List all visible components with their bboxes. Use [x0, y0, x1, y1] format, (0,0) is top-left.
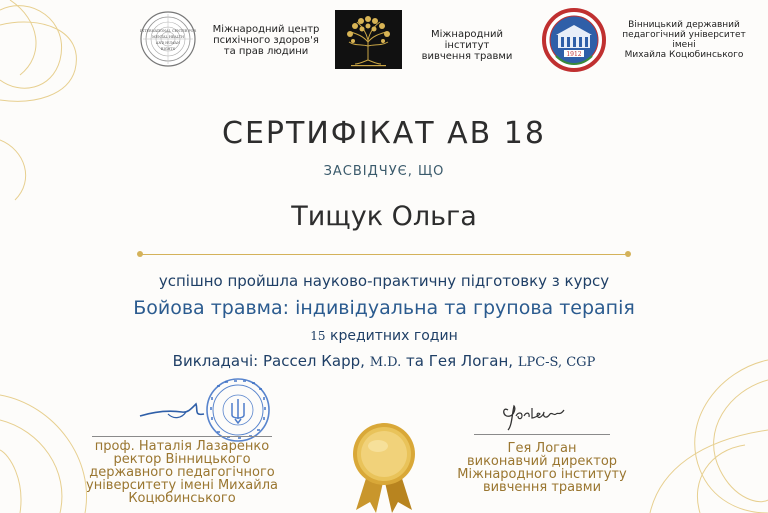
hours-label: кредитних годин: [330, 328, 458, 344]
divider-dot-right: [625, 251, 631, 257]
svg-text:RIGHTS: RIGHTS: [160, 47, 176, 51]
svg-text:MENTAL HEALTH: MENTAL HEALTH: [152, 35, 184, 39]
mental-health-center-seal-icon: [139, 10, 197, 68]
right-signature-line: [474, 434, 610, 435]
university-year: 1912: [566, 51, 582, 58]
svg-text:AND HUMAN: AND HUMAN: [156, 41, 180, 45]
director-signature: [498, 400, 578, 434]
org2-name: Міжнародний інститут вивчення травми: [421, 29, 513, 62]
teachers-line: Викладачі: Рассел Карр, M.D. та Гея Логан, LPC-S, CGP: [172, 352, 596, 370]
divider-dot-left: [137, 251, 143, 257]
rector-signature: [138, 398, 208, 424]
golden-tree-logo-icon: [335, 10, 402, 69]
left-signature-line: [92, 436, 272, 437]
credit-hours: [0, 328, 768, 344]
course-title: Бойова травма: індивідуальна та групова терапія: [133, 297, 635, 319]
completion-text: успішно пройшла науково-практичну підготовку з курсу: [158, 272, 610, 290]
trauma-institute-logo: [335, 10, 402, 69]
university-logo: [542, 8, 606, 72]
university-stamp-icon: [205, 377, 271, 443]
hours-number: 15: [310, 329, 326, 343]
gold-award-medal-icon: [342, 422, 426, 513]
org1-name: Міжнародний центр психічного здоров'я та прав людини: [212, 24, 320, 57]
certificate-title: СЕРТИФІКАТ АВ 18: [222, 116, 546, 151]
recipient-name: Тищук Ольга: [291, 201, 477, 232]
mental-health-center-logo: [139, 10, 197, 68]
rector-signature-block: проф. Наталія Лазаренко ректор Вінницького державного педагогічного університету імені Михайла Коцюбинського: [86, 439, 278, 506]
seal-text: INTERNATIONAL CENTER FOR: [139, 29, 197, 33]
org3-name: Вінницький державний педагогічний університет імені Михайла Коцюбинського: [622, 20, 746, 60]
gold-divider: [140, 254, 628, 255]
certifies-label: ЗАСВІДЧУЄ, ЩО: [323, 164, 445, 179]
director-signature-block: Гея Логан виконавчий директор Міжнародного інституту вивчення травми: [457, 441, 627, 495]
university-emblem-icon: [542, 8, 606, 72]
